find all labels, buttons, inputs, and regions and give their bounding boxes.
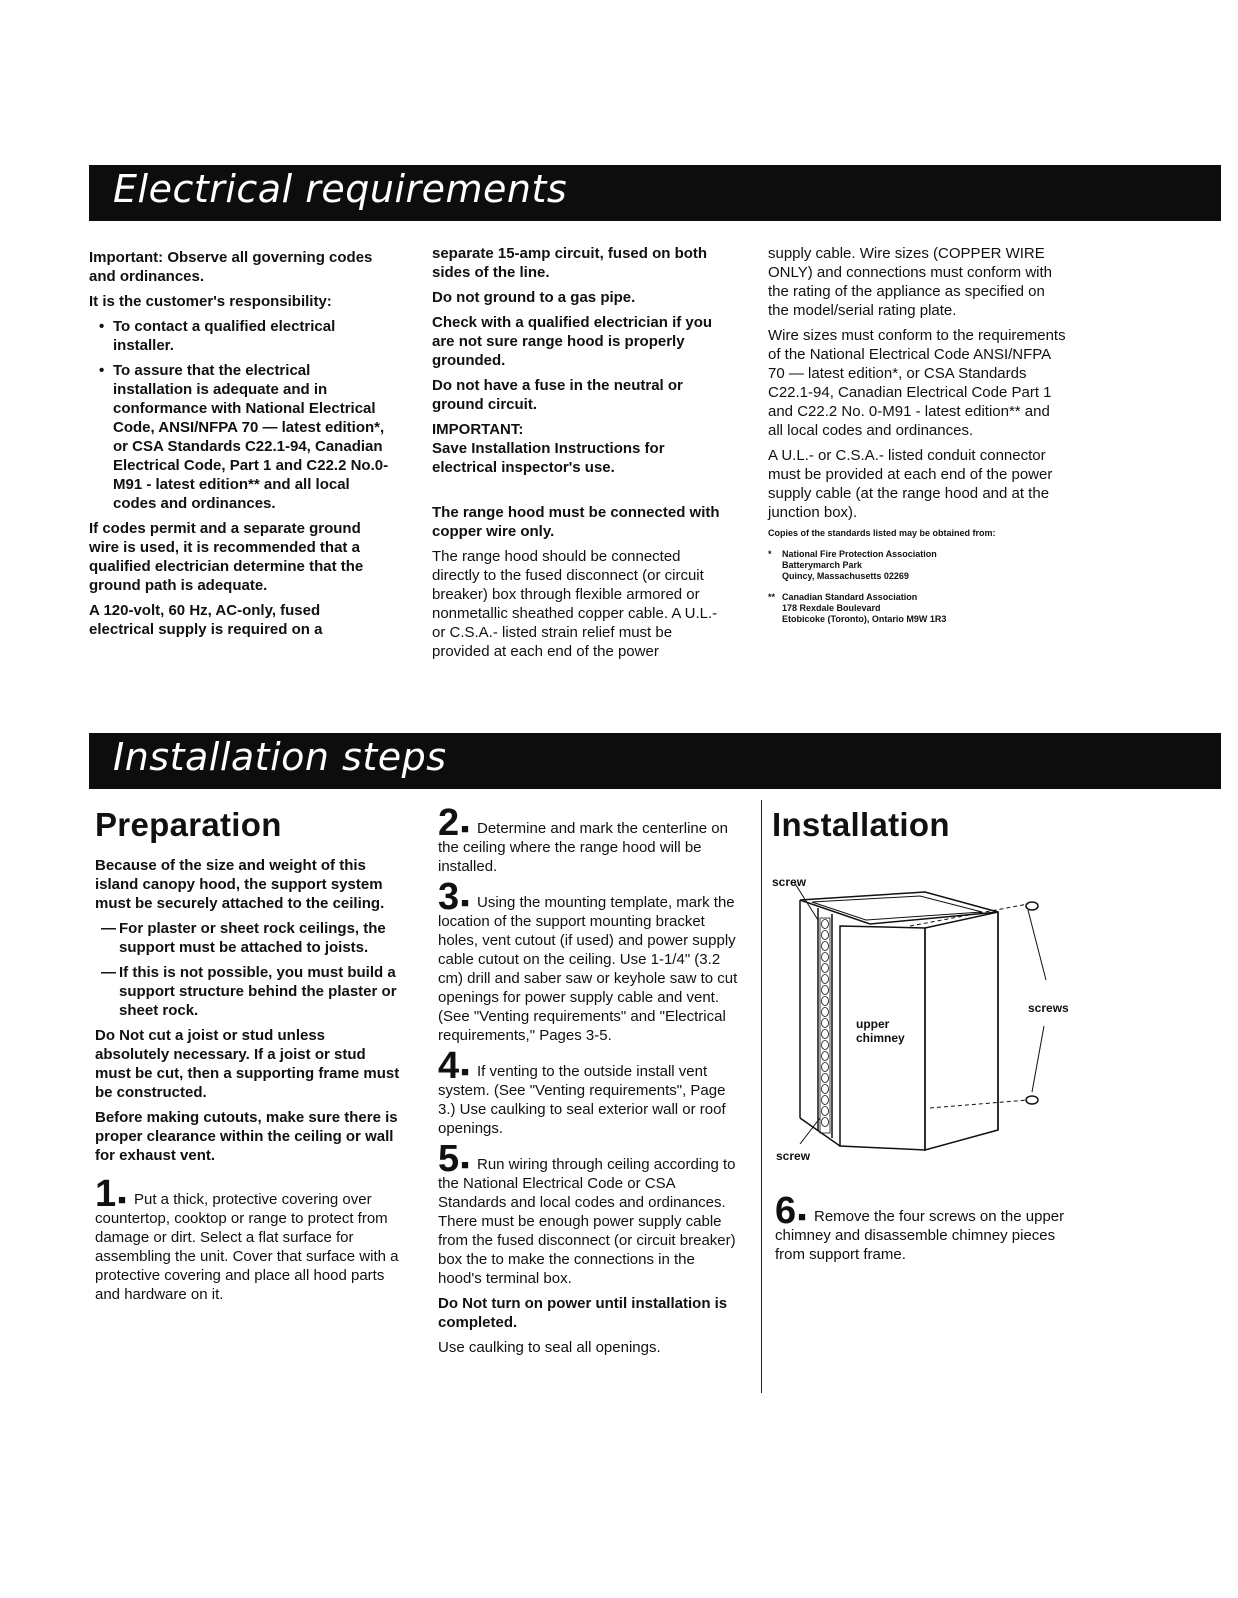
column-divider xyxy=(761,800,762,1393)
label-screw-top: screw xyxy=(772,875,807,889)
step-5: 5 ■ Run wiring through ceiling according to the National Electrical Code or CSA Standards and local codes and ordinances. There must be enough power supply cable from the fused disconnect (or circuit breaker) box the to make the connections in the hood's terminal box. xyxy=(438,1138,736,1287)
frame-link xyxy=(822,997,829,1006)
paragraph: A 120-volt, 60 Hz, AC-only, fused electrical supply is required on a xyxy=(89,602,323,638)
dash-item: — For plaster or sheet rock ceilings, the support must be attached to joists. xyxy=(101,920,386,956)
preparation-column xyxy=(95,806,400,1310)
step-3: 3 ■ Using the mounting template, mark the location of the support mounting bracket holes, vent cutout (if used) and power supply cable cutout on the ceiling. Use 1-1/4" (3.2 cm) drill and saber saw or keyhole saw to cut openings for power supply cable and vent. (See "Venting requirements" and "Electrical requirements," Pages 3-5. xyxy=(438,876,738,1044)
section-title: Installation steps xyxy=(113,735,447,779)
frame-link xyxy=(822,1063,829,1072)
chimney-side-face xyxy=(925,912,998,1150)
frame-link xyxy=(822,1052,829,1061)
frame-link xyxy=(822,920,829,929)
frame-link xyxy=(822,1118,829,1127)
paragraph: Do not have a fuse in the neutral or ground circuit. xyxy=(432,377,683,413)
frame-link xyxy=(822,1085,829,1094)
installation-heading: Installation xyxy=(772,806,950,843)
step-number: 5 xyxy=(438,1138,460,1180)
step-6-column xyxy=(775,1190,1075,1270)
frame-link xyxy=(822,953,829,962)
frame-link xyxy=(822,1107,829,1116)
frame-link xyxy=(822,1041,829,1050)
step-1: 1 ■ Put a thick, protective covering over countertop, cooktop or range to protect from damage or dirt. Select a flat surface for assembling the unit. Cover that surface with a protective covering and place all hood parts and hardware on it. xyxy=(95,1173,399,1303)
paragraph: Wire sizes must conform to the requirements of the National Electrical Code ANSI/NFPA 70 — latest edition*, or CSA Standards C22.1-94, Canadian Electrical Code Part 1 and C22.2 No. 0-M91 - latest edition** and all local codes and ordinances. xyxy=(768,327,1066,439)
paragraph: Do Not turn on power until installation is completed. xyxy=(438,1295,728,1331)
chimney-diagram xyxy=(770,868,1090,1168)
section-banner-installation xyxy=(89,733,1221,789)
frame-link xyxy=(822,931,829,940)
step-number: 3 xyxy=(438,876,460,918)
frame-link xyxy=(822,942,829,951)
frame-link xyxy=(822,986,829,995)
footnote-intro: Copies of the standards listed may be obtained from: xyxy=(768,528,996,538)
bullet-item: • To contact a qualified electrical installer. xyxy=(99,318,336,354)
installation-column xyxy=(772,806,1072,856)
preparation-heading: Preparation xyxy=(95,806,282,843)
electrical-column-2 xyxy=(432,244,732,667)
frame-link xyxy=(822,1030,829,1039)
screw-icon xyxy=(1026,902,1038,910)
step-2: 2 ■ Determine and mark the centerline on the ceiling where the range hood will be installed. xyxy=(438,802,728,875)
footnote-nfpa: * National Fire Protection Association Batterymarch Park Quincy, Massachusetts 02269 xyxy=(768,549,937,581)
section-banner-electrical xyxy=(89,165,1221,221)
important-label: IMPORTANT: xyxy=(432,421,524,438)
frame-link xyxy=(822,1074,829,1083)
paragraph: separate 15-amp circuit, fused on both sides of the line. xyxy=(432,245,708,281)
step-number: 2 xyxy=(438,802,460,844)
frame-link xyxy=(822,1019,829,1028)
paragraph: Because of the size and weight of this island canopy hood, the support system must be securely attached to the ceiling. xyxy=(95,857,385,912)
frame-link xyxy=(822,975,829,984)
label-chimney: chimney xyxy=(856,1031,905,1045)
paragraph: If codes permit and a separate ground wire is used, it is recommended that a qualified electrician determine that the ground path is adequate. xyxy=(89,520,364,594)
bullet-item: • To assure that the electrical installation is adequate and in conformance with National Electrical Code, ANSI/NFPA 70 — latest edition*, or CSA Standards C22.1-94, Canadian Electrical Code, Part 1 and C22.2 No.0-M91 - latest edition** and all local codes and ordinances. xyxy=(99,362,389,512)
frame-link xyxy=(822,1008,829,1017)
step-number: 1 xyxy=(95,1173,117,1215)
paragraph: A U.L.- or C.S.A.- listed conduit connector must be provided at each end of the power supply cable (at the range hood and at the junction box). xyxy=(768,447,1053,521)
label-screws: screws xyxy=(1028,1001,1069,1015)
step-4: 4 ■ If venting to the outside install vent system. (See "Venting requirements", Page 3.) Use caulking to seal exterior wall or roof openings. xyxy=(438,1045,726,1137)
paragraph: It is the customer's responsibility: xyxy=(89,293,332,310)
label-screw-bottom: screw xyxy=(776,1149,811,1163)
paragraph: Important: Observe all governing codes and ordinances. xyxy=(89,249,373,285)
dash-item: — If this is not possible, you must build a support structure behind the plaster or sheet rock. xyxy=(101,964,397,1019)
paragraph: The range hood should be connected directly to the fused disconnect (or circuit breaker) box through flexible armored or nonmetallic sheathed copper cable. A U.L.- or C.S.A.- listed strain relief must be provided at each end of the power xyxy=(432,548,718,660)
paragraph: The range hood must be connected with copper wire only. xyxy=(432,504,720,540)
paragraph: Check with a qualified electrician if you are not sure range hood is properly grounded. xyxy=(432,314,713,369)
section-title: Electrical requirements xyxy=(113,167,568,211)
step-number: 4 xyxy=(438,1045,460,1087)
frame-link xyxy=(822,1096,829,1105)
paragraph: Save Installation Instructions for electrical inspector's use. xyxy=(432,440,665,476)
frame-link xyxy=(822,964,829,973)
label-upper: upper xyxy=(856,1017,890,1031)
electrical-column-1 xyxy=(89,248,389,645)
footnote-csa: ** Canadian Standard Association 178 Rexdale Boulevard Etobicoke (Toronto), Ontario M9W 1R3 xyxy=(768,592,947,624)
paragraph: Use caulking to seal all openings. xyxy=(438,1339,661,1356)
paragraph: Do Not cut a joist or stud unless absolutely necessary. If a joist or stud must be cut, then a supporting frame must be constructed. xyxy=(95,1027,400,1101)
electrical-column-3 xyxy=(768,244,1068,635)
paragraph: supply cable. Wire sizes (COPPER WIRE ONLY) and connections must conform with the rating of the appliance as specified on the model/serial rating plate. xyxy=(768,245,1053,319)
step-number: 6 xyxy=(775,1190,797,1232)
paragraph: Before making cutouts, make sure there is proper clearance within the ceiling or wall for exhaust vent. xyxy=(95,1109,398,1164)
step-6: 6 ■ Remove the four screws on the upper chimney and disassemble chimney pieces from support frame. xyxy=(775,1190,1065,1263)
paragraph: Do not ground to a gas pipe. xyxy=(432,289,636,306)
steps-column xyxy=(438,802,738,1363)
